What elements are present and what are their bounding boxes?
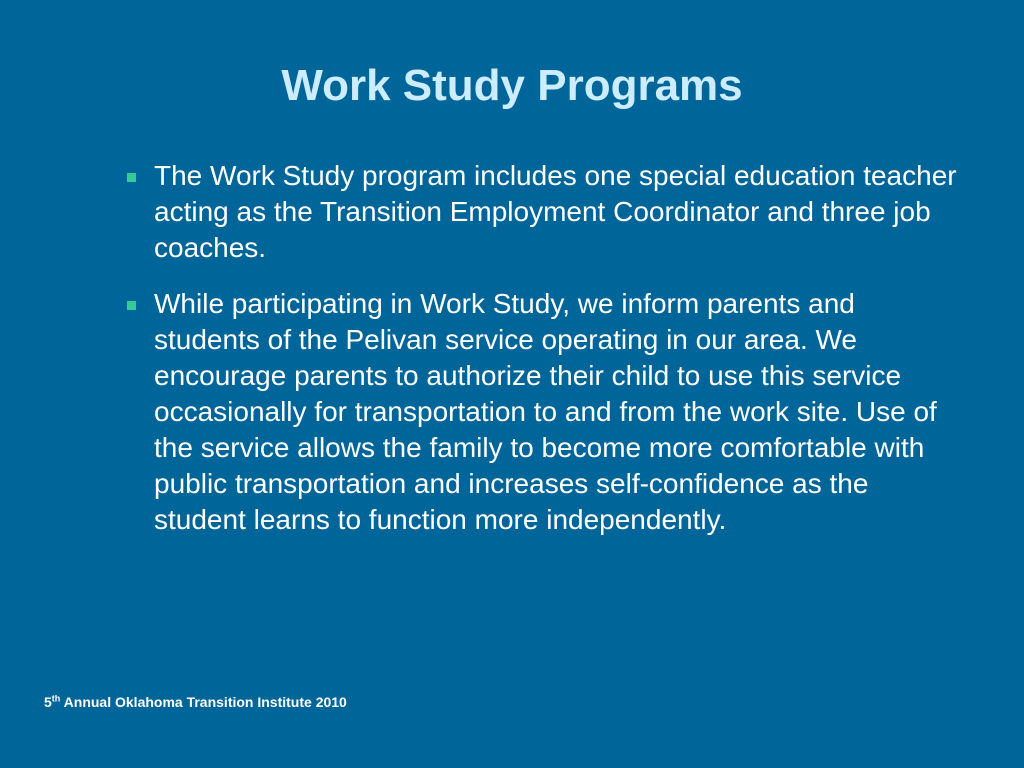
bullet-item xyxy=(124,286,964,538)
footer-superscript: th xyxy=(51,693,61,704)
bullet-text: The Work Study program includes one special education teacher acting as the Transition Employment Coordinator and three job coaches. xyxy=(154,160,957,263)
slide-footer xyxy=(44,692,347,712)
slide-title: Work Study Programs xyxy=(281,61,743,110)
square-bullet-icon xyxy=(127,301,136,310)
footer-number: 5 xyxy=(44,694,52,710)
square-bullet-icon xyxy=(127,173,136,182)
footer-text: Annual Oklahoma Transition Institute 2010 xyxy=(60,694,347,710)
bullet-text: While participating in Work Study, we inform parents and students of the Pelivan service operating in our area. We encourage parents to authorize their child to use this service occasionally for transportation to and from the work site. Use of the service allows the family to become more comfortable with public transportation and increases self-confidence as the student learns to function more independently. xyxy=(154,288,937,535)
bullet-list xyxy=(124,158,964,558)
bullet-item xyxy=(124,158,964,266)
